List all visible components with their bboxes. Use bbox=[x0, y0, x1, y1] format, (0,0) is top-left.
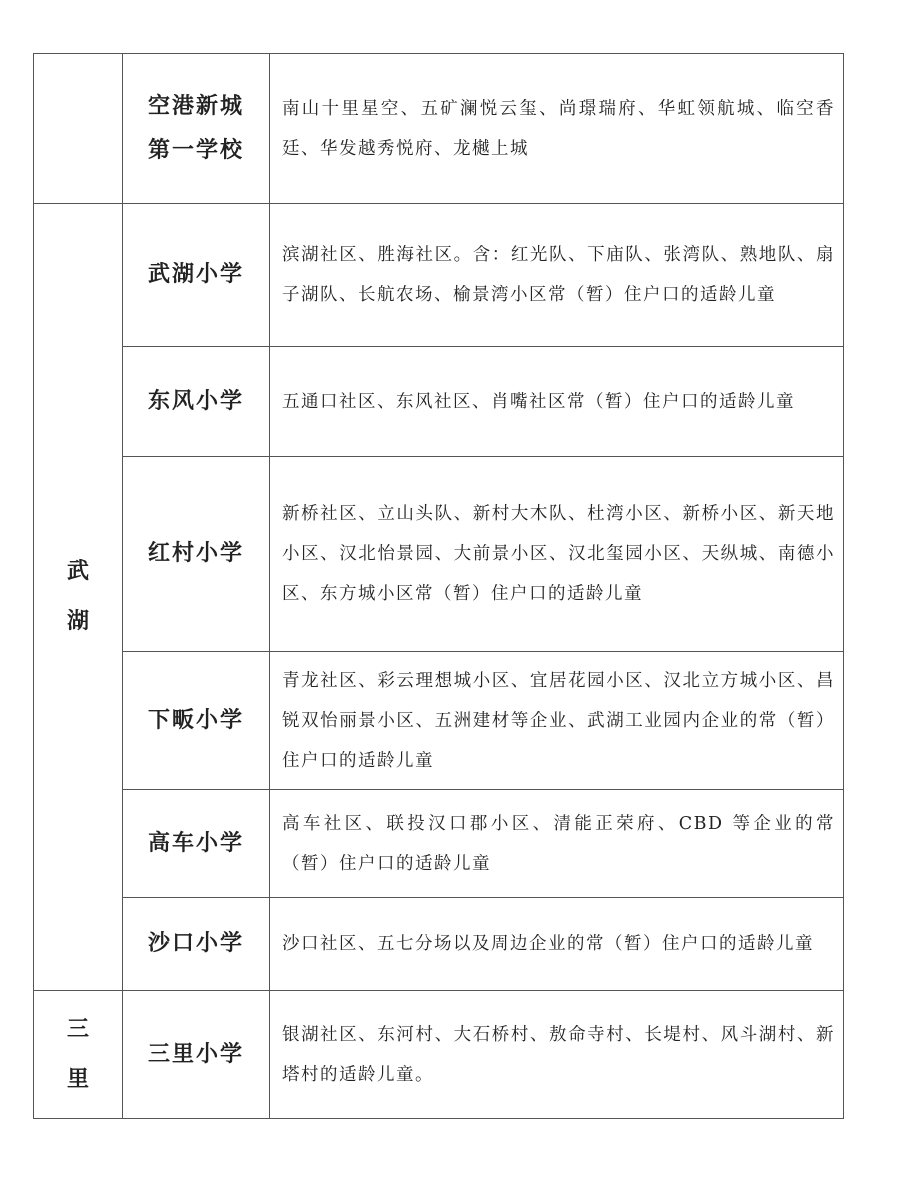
school-name-cell: 红村小学 bbox=[123, 457, 270, 652]
region-cell-wuhu bbox=[34, 204, 123, 991]
enrollment-zone-table bbox=[33, 53, 844, 1119]
region-char: 三 bbox=[66, 1016, 89, 1042]
school-name-cell: 东风小学 bbox=[123, 347, 270, 457]
table-row bbox=[34, 991, 844, 1119]
table-row bbox=[34, 204, 844, 347]
region-char: 里 bbox=[66, 1066, 89, 1092]
school-name-cell: 沙口小学 bbox=[123, 898, 270, 991]
area-cell: 高车社区、联投汉口郡小区、清能正荣府、CBD 等企业的常（暂）住户口的适龄儿童 bbox=[270, 790, 844, 898]
area-cell: 沙口社区、五七分场以及周边企业的常（暂）住户口的适龄儿童 bbox=[270, 898, 844, 991]
school-name-line: 第一学校 bbox=[147, 137, 244, 163]
school-name-cell bbox=[123, 54, 270, 204]
school-name-cell: 三里小学 bbox=[123, 991, 270, 1119]
school-name-cell: 下畈小学 bbox=[123, 652, 270, 790]
table-row bbox=[34, 347, 844, 457]
school-name-line: 空港新城 bbox=[147, 93, 244, 119]
table-row bbox=[34, 898, 844, 991]
area-cell: 南山十里星空、五矿澜悦云玺、尚璟瑞府、华虹领航城、临空香廷、华发越秀悦府、龙樾上城 bbox=[270, 54, 844, 204]
table-row bbox=[34, 652, 844, 790]
area-cell: 滨湖社区、胜海社区。含：红光队、下庙队、张湾队、熟地队、扇子湖队、长航农场、榆景湾小区常（暂）住户口的适龄儿童 bbox=[270, 204, 844, 347]
region-cell-empty bbox=[34, 54, 123, 204]
region-char: 湖 bbox=[66, 609, 89, 634]
table-row bbox=[34, 54, 844, 204]
region-cell-sanli bbox=[34, 991, 123, 1119]
area-cell: 五通口社区、东风社区、肖嘴社区常（暂）住户口的适龄儿童 bbox=[270, 347, 844, 457]
table-row bbox=[34, 790, 844, 898]
school-name-cell: 武湖小学 bbox=[123, 204, 270, 347]
table-row bbox=[34, 457, 844, 652]
school-name-cell: 高车小学 bbox=[123, 790, 270, 898]
area-cell: 新桥社区、立山头队、新村大木队、杜湾小区、新桥小区、新天地小区、汉北怡景园、大前景小区、汉北玺园小区、天纵城、南德小区、东方城小区常（暂）住户口的适龄儿童 bbox=[270, 457, 844, 652]
area-cell: 银湖社区、东河村、大石桥村、敖命寺村、长堤村、风斗湖村、新塔村的适龄儿童。 bbox=[270, 991, 844, 1119]
region-char: 武 bbox=[66, 559, 89, 584]
area-cell: 青龙社区、彩云理想城小区、宜居花园小区、汉北立方城小区、昌锐双怡丽景小区、五洲建材等企业、武湖工业园内企业的常（暂）住户口的适龄儿童 bbox=[270, 652, 844, 790]
